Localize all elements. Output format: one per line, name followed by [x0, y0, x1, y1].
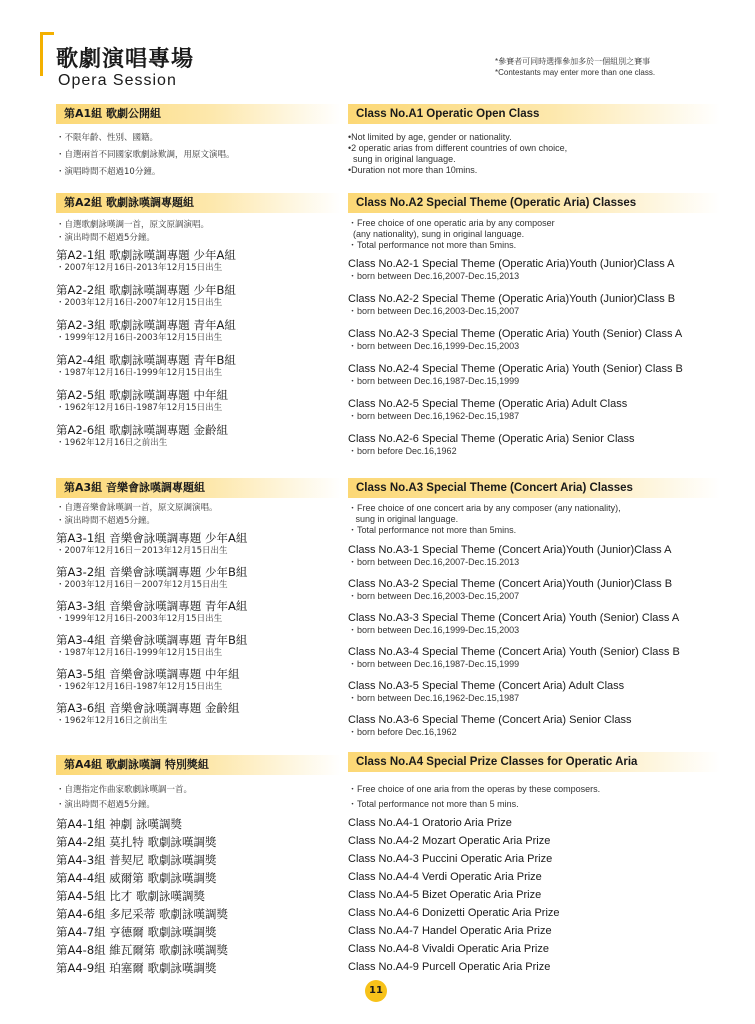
- a1-zh-section: [56, 104, 341, 181]
- class-birth-range: ・born between Dec.16,2003-Dec.15,2007: [348, 591, 520, 601]
- class-birth-range: ・1962年12月16日-1987年12月15日出生: [56, 403, 223, 413]
- a3-zh-section: [56, 478, 341, 735]
- class-name: 第A3-3組 音樂會詠嘆調專題 青年A組: [56, 599, 248, 613]
- class-birth-range: ・born before Dec.16,1962: [348, 446, 457, 456]
- a2-zh-class-item: [56, 423, 341, 458]
- a1-zh-bullet: ・不限年齡、性別、國籍。: [56, 133, 159, 143]
- class-name: Class No.A3-1 Special Theme (Concert Aria)Youth (Junior)Class A: [348, 544, 672, 556]
- class-birth-range: ・born between Dec.16,2007-Dec.15,2013: [348, 271, 520, 281]
- class-name: Class No.A3-4 Special Theme (Concert Aria) Youth (Senior) Class B: [348, 646, 680, 658]
- a4-zh-prize-item: 第A4-5組 比才 歌劇詠嘆調獎: [56, 889, 205, 903]
- a1-zh-header: 第A1組 歌劇公開組: [56, 104, 341, 124]
- class-name: Class No.A2-3 Special Theme (Operatic Aria) Youth (Senior) Class A: [348, 328, 683, 340]
- class-name: Class No.A2-1 Special Theme (Operatic Aria)Youth (Junior)Class A: [348, 258, 675, 270]
- a4-zh-prize-item: 第A4-9組 珀塞爾 歌劇詠嘆調獎: [56, 961, 217, 975]
- a2-zh-class-item: [56, 353, 341, 388]
- a3-en-class-item: [348, 679, 720, 713]
- a2-en-bullet: ・Free choice of one operatic aria by any composer: [348, 218, 555, 228]
- a4-zh-prize-item: 第A4-4組 威爾第 歌劇詠嘆調獎: [56, 871, 217, 885]
- class-name: Class No.A2-5 Special Theme (Operatic Aria) Adult Class: [348, 398, 628, 410]
- a2-zh-class-item: [56, 388, 341, 423]
- class-name: 第A3-1組 音樂會詠嘆調專題 少年A組: [56, 531, 248, 545]
- class-birth-range: ・born between Dec.16,2007-Dec.15.2013: [348, 557, 520, 567]
- a4-en-prize-item: Class No.A4-6 Donizetti Operatic Aria Prize: [348, 907, 560, 919]
- a1-en-bullet: •Duration not more than 10mins.: [348, 165, 478, 175]
- a4-en-prize-item: Class No.A4-5 Bizet Operatic Aria Prize: [348, 889, 542, 901]
- page-title-block: [40, 32, 300, 92]
- a4-zh-prize-item: 第A4-8組 維瓦爾第 歌劇詠嘆調獎: [56, 943, 228, 957]
- class-name: Class No.A2-4 Special Theme (Operatic Aria) Youth (Senior) Class B: [348, 363, 683, 375]
- class-birth-range: ・born between Dec.16,1987-Dec.15,1999: [348, 376, 520, 386]
- a2-zh-header: 第A2組 歌劇詠嘆調專題組: [56, 193, 341, 213]
- a4-zh-section: [56, 755, 341, 977]
- a4-zh-header: 第A4組 歌劇詠嘆調 特別獎組: [56, 755, 341, 775]
- class-name: Class No.A3-6 Special Theme (Concert Aria) Senior Class: [348, 714, 632, 726]
- a4-zh-bullet: ・自選指定作曲家歌劇詠嘆調一首。: [56, 785, 193, 795]
- class-name: 第A3-6組 音樂會詠嘆調專題 金齡組: [56, 701, 240, 715]
- class-name: 第A3-5組 音樂會詠嘆調專題 中年組: [56, 667, 240, 681]
- class-birth-range: ・1987年12月16日-1999年12月15日出生: [56, 648, 223, 658]
- page-title-en: Opera Session: [58, 72, 177, 89]
- note-zh: *參賽者可同時選擇參加多於一個組別之賽事: [495, 57, 651, 66]
- a2-zh-class-item: [56, 248, 341, 283]
- a2-en-class-item: [348, 397, 720, 432]
- a2-zh-class-item: [56, 283, 341, 318]
- a4-zh-prize-item: 第A4-7組 亨德爾 歌劇詠嘆調獎: [56, 925, 217, 939]
- a2-en-bullet: (any nationality), sung in original language.: [348, 229, 525, 239]
- class-birth-range: ・born between Dec.16,1962-Dec.15,1987: [348, 693, 520, 703]
- class-birth-range: ・2007年12月16日-2013年12月15日出生: [56, 263, 223, 273]
- class-birth-range: ・1962年12月16日之前出生: [56, 438, 168, 448]
- class-name: Class No.A2-6 Special Theme (Operatic Aria) Senior Class: [348, 433, 635, 445]
- class-birth-range: ・born between Dec.16,1962-Dec.15,1987: [348, 411, 520, 421]
- class-birth-range: ・1987年12月16日-1999年12月15日出生: [56, 368, 223, 378]
- class-birth-range: ・2003年12月16日－2007年12月15日出生: [56, 580, 228, 590]
- a4-en-prize-item: Class No.A4-2 Mozart Operatic Aria Prize: [348, 835, 551, 847]
- class-name: 第A2-5組 歌劇詠嘆調專題 中年組: [56, 388, 228, 402]
- a1-en-section: [348, 104, 720, 176]
- a3-en-bullet: ・Total performance not more than 5mins.: [348, 525, 517, 535]
- a3-en-class-item: [348, 645, 720, 679]
- a3-zh-class-item: [56, 565, 341, 599]
- a4-en-prize-item: Class No.A4-8 Vivaldi Operatic Aria Prize: [348, 943, 549, 955]
- page-title-zh: 歌劇演唱專場: [56, 47, 195, 72]
- a3-en-bullet: sung in original language.: [348, 514, 459, 524]
- class-name: 第A2-1組 歌劇詠嘆調專題 少年A組: [56, 248, 236, 262]
- class-name: 第A3-2組 音樂會詠嘆調專題 少年B組: [56, 565, 248, 579]
- a2-zh-bullet: ・演出時間不超過5分鐘。: [56, 233, 155, 243]
- a4-zh-bullet: ・演出時間不超過5分鐘。: [56, 800, 155, 810]
- class-name: Class No.A2-2 Special Theme (Operatic Aria)Youth (Junior)Class B: [348, 293, 676, 305]
- a4-en-prize-item: Class No.A4-1 Oratorio Aria Prize: [348, 817, 512, 829]
- a3-zh-bullet: ・自選音樂會詠嘆調一首，原文原調演唱。: [56, 503, 218, 513]
- a4-en-header: Class No.A4 Special Prize Classes for Operatic Aria: [348, 752, 720, 772]
- a3-zh-class-item: [56, 701, 341, 735]
- class-name: 第A2-2組 歌劇詠嘆調專題 少年B組: [56, 283, 236, 297]
- class-birth-range: ・1999年12月16日-2003年12月15日出生: [56, 333, 223, 343]
- class-birth-range: ・1962年12月16日-1987年12月15日出生: [56, 682, 223, 692]
- a4-zh-prize-item: 第A4-3組 普契尼 歌劇詠嘆調獎: [56, 853, 217, 867]
- a4-en-bullet: ・Total performance not more than 5 mins.: [348, 799, 519, 809]
- class-birth-range: ・2007年12月16日－2013年12月15日出生: [56, 546, 228, 556]
- class-name: 第A3-4組 音樂會詠嘆調專題 青年B組: [56, 633, 248, 647]
- a3-zh-class-item: [56, 599, 341, 633]
- a1-en-bullet: •2 operatic arias from different countries of own choice,: [348, 143, 568, 153]
- a4-en-prize-item: Class No.A4-7 Handel Operatic Aria Prize: [348, 925, 552, 937]
- a1-zh-bullet: ・演唱時間不超過10分鐘。: [56, 167, 161, 177]
- a4-en-bullet: ・Free choice of one aria from the operas by these composers.: [348, 784, 601, 794]
- a1-en-bullet: sung in original language.: [348, 154, 456, 164]
- a3-en-section: [348, 478, 720, 747]
- class-birth-range: ・2003年12月16日-2007年12月15日出生: [56, 298, 223, 308]
- a4-zh-prize-item: 第A4-6組 多尼采蒂 歌劇詠嘆調獎: [56, 907, 228, 921]
- a2-en-class-item: [348, 257, 720, 292]
- a2-en-class-item: [348, 362, 720, 397]
- a2-en-bullet: ・Total performance not more than 5mins.: [348, 240, 517, 250]
- class-birth-range: ・born between Dec.16,2003-Dec.15,2007: [348, 306, 520, 316]
- a3-zh-header: 第A3組 音樂會詠嘆調專題組: [56, 478, 341, 498]
- a3-zh-class-item: [56, 667, 341, 701]
- a2-en-class-item: [348, 432, 720, 467]
- a4-en-prize-item: Class No.A4-9 Purcell Operatic Aria Prize: [348, 961, 551, 973]
- class-birth-range: ・1962年12月16日之前出生: [56, 716, 168, 726]
- class-birth-range: ・born between Dec.16,1999-Dec.15,2003: [348, 625, 520, 635]
- a3-zh-class-item: [56, 531, 341, 565]
- a3-en-header: Class No.A3 Special Theme (Concert Aria) Classes: [348, 478, 720, 498]
- a4-en-prize-item: Class No.A4-3 Puccini Operatic Aria Prize: [348, 853, 553, 865]
- a3-zh-class-item: [56, 633, 341, 667]
- a1-en-header: Class No.A1 Operatic Open Class: [348, 104, 720, 124]
- class-name: 第A2-3組 歌劇詠嘆調專題 青年A組: [56, 318, 236, 332]
- a2-zh-class-item: [56, 318, 341, 353]
- a1-zh-bullet: ・自選兩首不同國家歌劇詠歎調，用原文演唱。: [56, 150, 235, 160]
- a2-en-section: [348, 193, 720, 467]
- title-bracket-decoration: [40, 32, 54, 76]
- class-birth-range: ・1999年12月16日-2003年12月15日出生: [56, 614, 223, 624]
- a2-zh-bullet: ・自選歌劇詠嘆調一首，原文原調演唱。: [56, 220, 210, 230]
- a4-zh-prize-item: 第A4-2組 莫扎特 歌劇詠嘆調獎: [56, 835, 217, 849]
- a2-en-class-item: [348, 327, 720, 362]
- a3-en-class-item: [348, 713, 720, 747]
- a3-en-class-item: [348, 611, 720, 645]
- a2-en-class-item: [348, 292, 720, 327]
- class-name: 第A2-4組 歌劇詠嘆調專題 青年B組: [56, 353, 236, 367]
- page-number: 11: [365, 980, 387, 1002]
- a2-zh-section: [56, 193, 341, 458]
- a4-en-section: [348, 752, 720, 976]
- a2-en-header: Class No.A2 Special Theme (Operatic Aria) Classes: [348, 193, 720, 213]
- a4-zh-prize-item: 第A4-1組 神劇 詠嘆調獎: [56, 817, 182, 831]
- a3-zh-bullet: ・演出時間不超過5分鐘。: [56, 516, 155, 526]
- a1-en-bullet: •Not limited by age, gender or nationality.: [348, 132, 512, 142]
- note-en: *Contestants may enter more than one class.: [495, 68, 656, 77]
- a3-en-class-item: [348, 543, 720, 577]
- a4-en-prize-item: Class No.A4-4 Verdi Operatic Aria Prize: [348, 871, 542, 883]
- class-birth-range: ・born between Dec.16,1999-Dec.15,2003: [348, 341, 520, 351]
- class-name: Class No.A3-5 Special Theme (Concert Aria) Adult Class: [348, 680, 625, 692]
- a3-en-bullet: ・Free choice of one concert aria by any composer (any nationality),: [348, 503, 621, 513]
- a3-en-class-item: [348, 577, 720, 611]
- class-name: 第A2-6組 歌劇詠嘆調專題 金齡組: [56, 423, 228, 437]
- class-name: Class No.A3-2 Special Theme (Concert Aria)Youth (Junior)Class B: [348, 578, 673, 590]
- class-birth-range: ・born between Dec.16,1987-Dec.15,1999: [348, 659, 520, 669]
- class-name: Class No.A3-3 Special Theme (Concert Aria) Youth (Senior) Class A: [348, 612, 680, 624]
- class-birth-range: ・born before Dec.16,1962: [348, 727, 457, 737]
